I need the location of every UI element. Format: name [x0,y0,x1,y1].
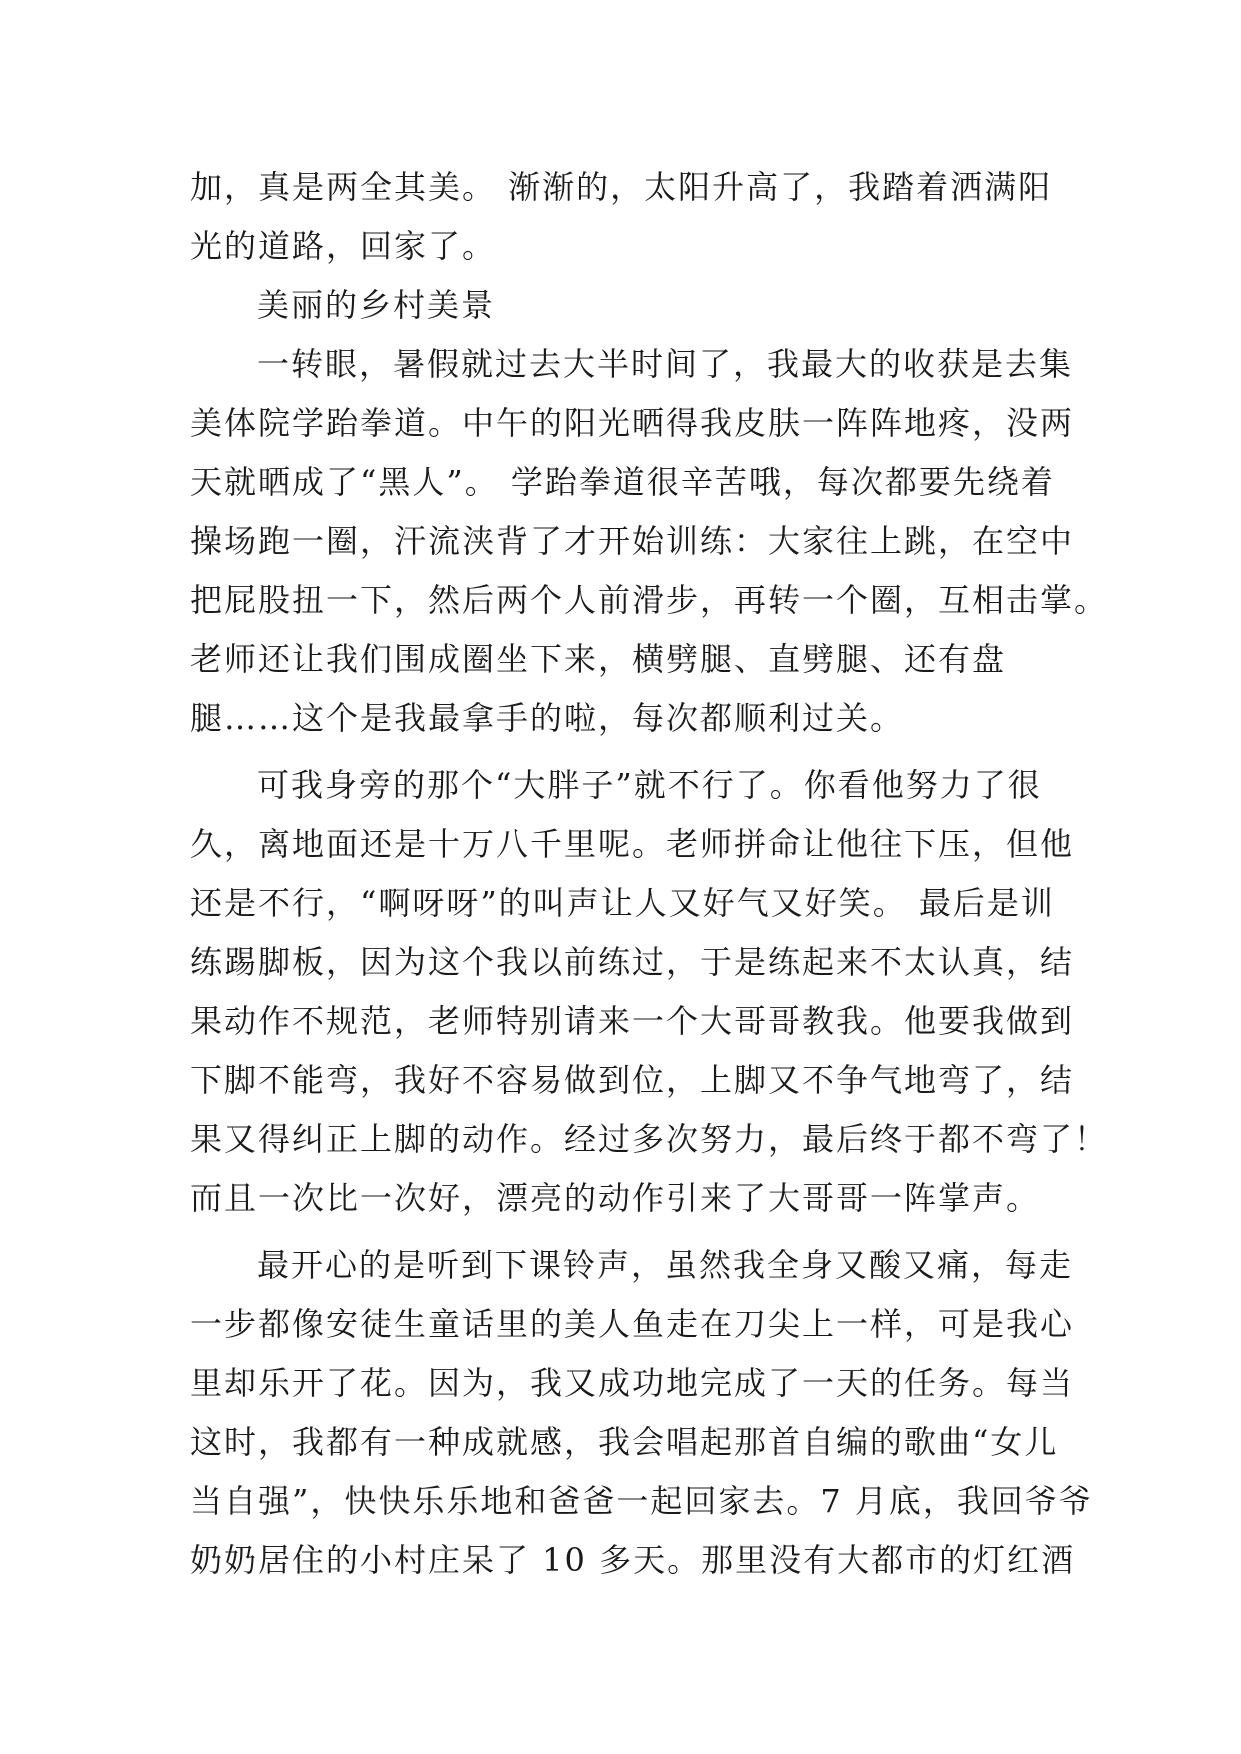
text-line: 操场跑一圈，汗流浃背了才开始训练：大家往上跳，在空中 [190,522,1075,560]
text-line: 下脚不能弯，我好不容易做到位，上脚又不争气地弯了，结 [190,1061,1075,1099]
text-line: 老师还让我们围成圈坐下来，横劈腿、直劈腿、还有盘 [190,640,1007,678]
text-line: 把屁股扭一下，然后两个人前滑步，再转一个圈，互相击掌。 [190,581,1109,619]
text-line: 天就晒成了“黑人”。 学跆拳道很辛苦哦，每次都要先绕着 [190,463,1055,501]
text-line: 美体院学跆拳道。中午的阳光晒得我皮肤一阵阵地疼，没两 [190,404,1075,442]
text-line: 而且一次比一次好，漂亮的动作引来了大哥哥一阵掌声。 [190,1179,1041,1217]
text-line: 加，真是两全其美。 渐渐的，太阳升高了，我踏着洒满阳 [190,168,1053,206]
text-line: 练踢脚板，因为这个我以前练过，于是练起来不太认真，结 [190,943,1075,981]
text-line: 里却乐开了花。因为，我又成功地完成了一天的任务。每当 [190,1364,1075,1402]
text-line: 久，离地面还是十万八千里呢。老师拼命让他往下压，但他 [190,825,1075,863]
text-line: 果动作不规范，老师特别请来一个大哥哥教我。他要我做到 [190,1002,1075,1040]
text-line: 一步都像安徒生童话里的美人鱼走在刀尖上一样，可是我心 [190,1305,1075,1343]
paragraph-start: 一转眼，暑假就过去大半时间了，我最大的收获是去集 [257,345,1074,383]
text-line: 光的道路，回家了。 [190,227,497,265]
section-title: 美丽的乡村美景 [257,286,496,324]
text-line: 果又得纠正上脚的动作。经过多次努力，最后终于都不弯了！ [190,1120,1109,1158]
text-line: 还是不行，“啊呀呀”的叫声让人又好气又好笑。 最后是训 [190,884,1055,922]
body-text [190,158,1109,1590]
paragraph-start: 可我身旁的那个“大胖子”就不行了。你看他努力了很 [257,766,1042,804]
text-line: 当自强”，快快乐乐地和爸爸一起回家去。7 月底，我回爷爷 [190,1482,1093,1520]
text-line: 这时，我都有一种成就感，我会唱起那首自编的歌曲“女儿 [190,1423,1059,1461]
paragraph-start: 最开心的是听到下课铃声，虽然我全身又酸又痛，每走 [257,1246,1074,1284]
text-line: 腿……这个是我最拿手的啦，每次都顺利过关。 [190,699,905,737]
text-line: 奶奶居住的小村庄呆了 10 多天。那里没有大都市的灯红酒 [190,1541,1076,1579]
